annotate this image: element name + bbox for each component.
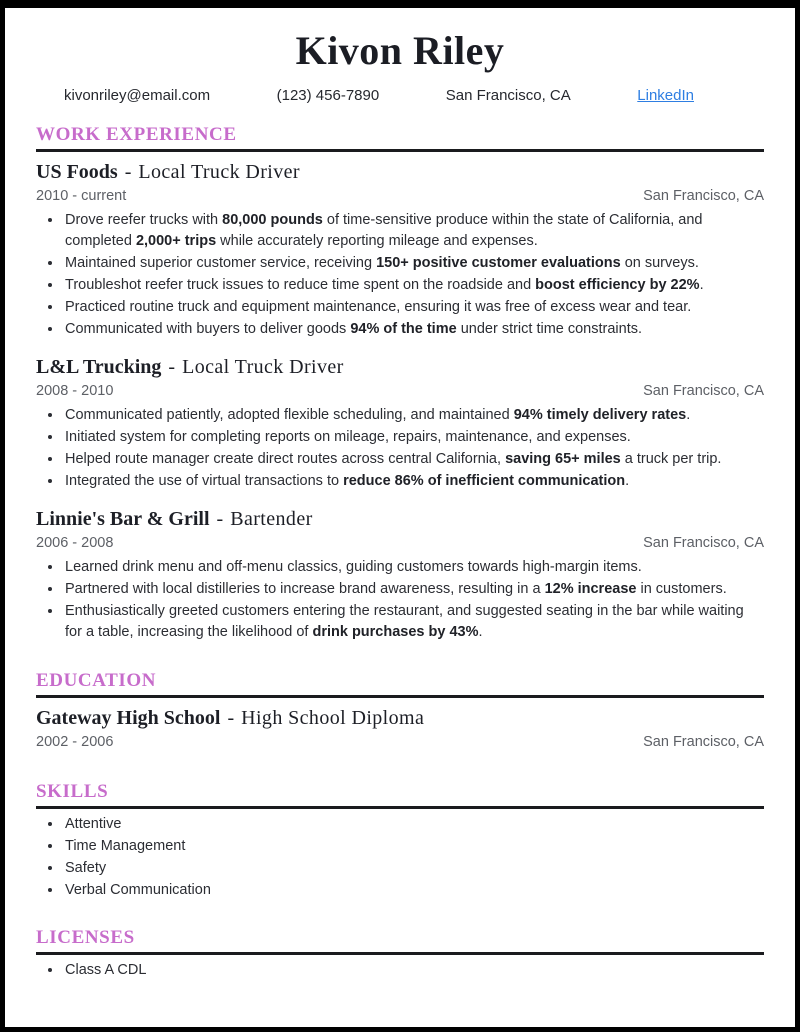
job-location: San Francisco, CA [643,188,764,205]
contact-location: San Francisco, CA [445,87,571,105]
education-location: San Francisco, CA [643,734,764,751]
contact-phone: (123) 456-7890 [276,87,380,105]
job-bullet: • Communicated patiently, adopted flexible scheduling, and maintained 94% timely delivery rates. [63,405,764,426]
section-education [36,670,764,751]
candidate-name: Kivon Riley [295,28,505,73]
education-school: Gateway High School [36,707,221,730]
job-title-row [36,354,764,380]
job-list [36,159,764,643]
job-bullet: • Troubleshot reefer truck issues to reduce time spent on the roadside and boost efficiency by 22%. [63,275,764,296]
job-role: Local Truck Driver [138,161,300,184]
job-bullet: • Practiced routine truck and equipment maintenance, ensuring it was free of excess wear and tear. [63,297,764,318]
job-bullet: • Helped route manager create direct routes across central California, saving 65+ miles a truck per trip. [63,449,764,470]
job-bullet: • Enthusiastically greeted customers entering the restaurant, and suggested seating in the bar while waiting for a table, increasing the likelihood of drink purchases by 43%. [63,601,764,643]
job-bullet-list [36,210,764,340]
education-entry [36,705,764,751]
license-list [36,960,764,981]
job-bullet: • Learned drink menu and off-menu classics, guiding customers towards high-margin items. [63,557,764,578]
job-meta-row [36,534,764,552]
job-bullet-list [36,557,764,643]
education-meta-row [36,733,764,751]
license-item: • Class A CDL [63,960,764,981]
section-skills [36,781,764,901]
skill-list [36,814,764,901]
job-bullet: • Drove reefer trucks with 80,000 pounds of time-sensitive produce within the state of California, and completed 2,000+ trips while accurately reporting mileage and expenses. [63,210,764,252]
skill-item: • Safety [63,858,764,879]
job-bullet: • Integrated the use of virtual transactions to reduce 86% of inefficient communication. [63,471,764,492]
job-company: L&L Trucking [36,356,162,379]
job-separator: - [124,161,132,184]
job-entry [36,506,764,643]
linkedin-link[interactable]: LinkedIn [637,87,694,105]
job-entry [36,159,764,340]
job-meta-row [36,382,764,400]
education-separator: - [227,707,235,730]
contact-email: kivonriley@email.com [64,87,211,105]
section-heading-education: EDUCATION [36,670,764,698]
job-meta-row [36,187,764,205]
job-role: Local Truck Driver [182,356,344,379]
job-location: San Francisco, CA [643,535,764,552]
skill-item: • Attentive [63,814,764,835]
section-heading-licenses: LICENSES [36,927,764,955]
skill-item: • Time Management [63,836,764,857]
job-dates: 2010 - current [36,188,127,205]
job-entry [36,354,764,492]
job-role: Bartender [230,508,313,531]
job-bullet: • Initiated system for completing reports on mileage, repairs, maintenance, and expenses. [63,427,764,448]
job-separator: - [216,508,224,531]
skill-item: • Verbal Communication [63,880,764,901]
contact-row [64,87,694,104]
job-title-row [36,506,764,532]
job-title-row [36,159,764,185]
job-dates: 2006 - 2008 [36,535,114,552]
job-bullet: • Communicated with buyers to deliver goods 94% of the time under strict time constraints. [63,319,764,340]
job-location: San Francisco, CA [643,383,764,400]
section-licenses [36,927,764,981]
education-title-row [36,705,764,731]
education-dates: 2002 - 2006 [36,734,114,751]
job-bullet: • Partnered with local distilleries to increase brand awareness, resulting in a 12% increase in customers. [63,579,764,600]
job-separator: - [168,356,176,379]
job-bullet: • Maintained superior customer service, receiving 150+ positive customer evaluations on surveys. [63,253,764,274]
section-heading-work: WORK EXPERIENCE [36,124,764,152]
education-degree: High School Diploma [241,707,425,730]
job-company: Linnie's Bar & Grill [36,508,210,531]
section-work-experience [36,124,764,643]
job-dates: 2008 - 2010 [36,383,114,400]
job-bullet-list [36,405,764,492]
job-company: US Foods [36,161,118,184]
section-heading-skills: SKILLS [36,781,764,809]
